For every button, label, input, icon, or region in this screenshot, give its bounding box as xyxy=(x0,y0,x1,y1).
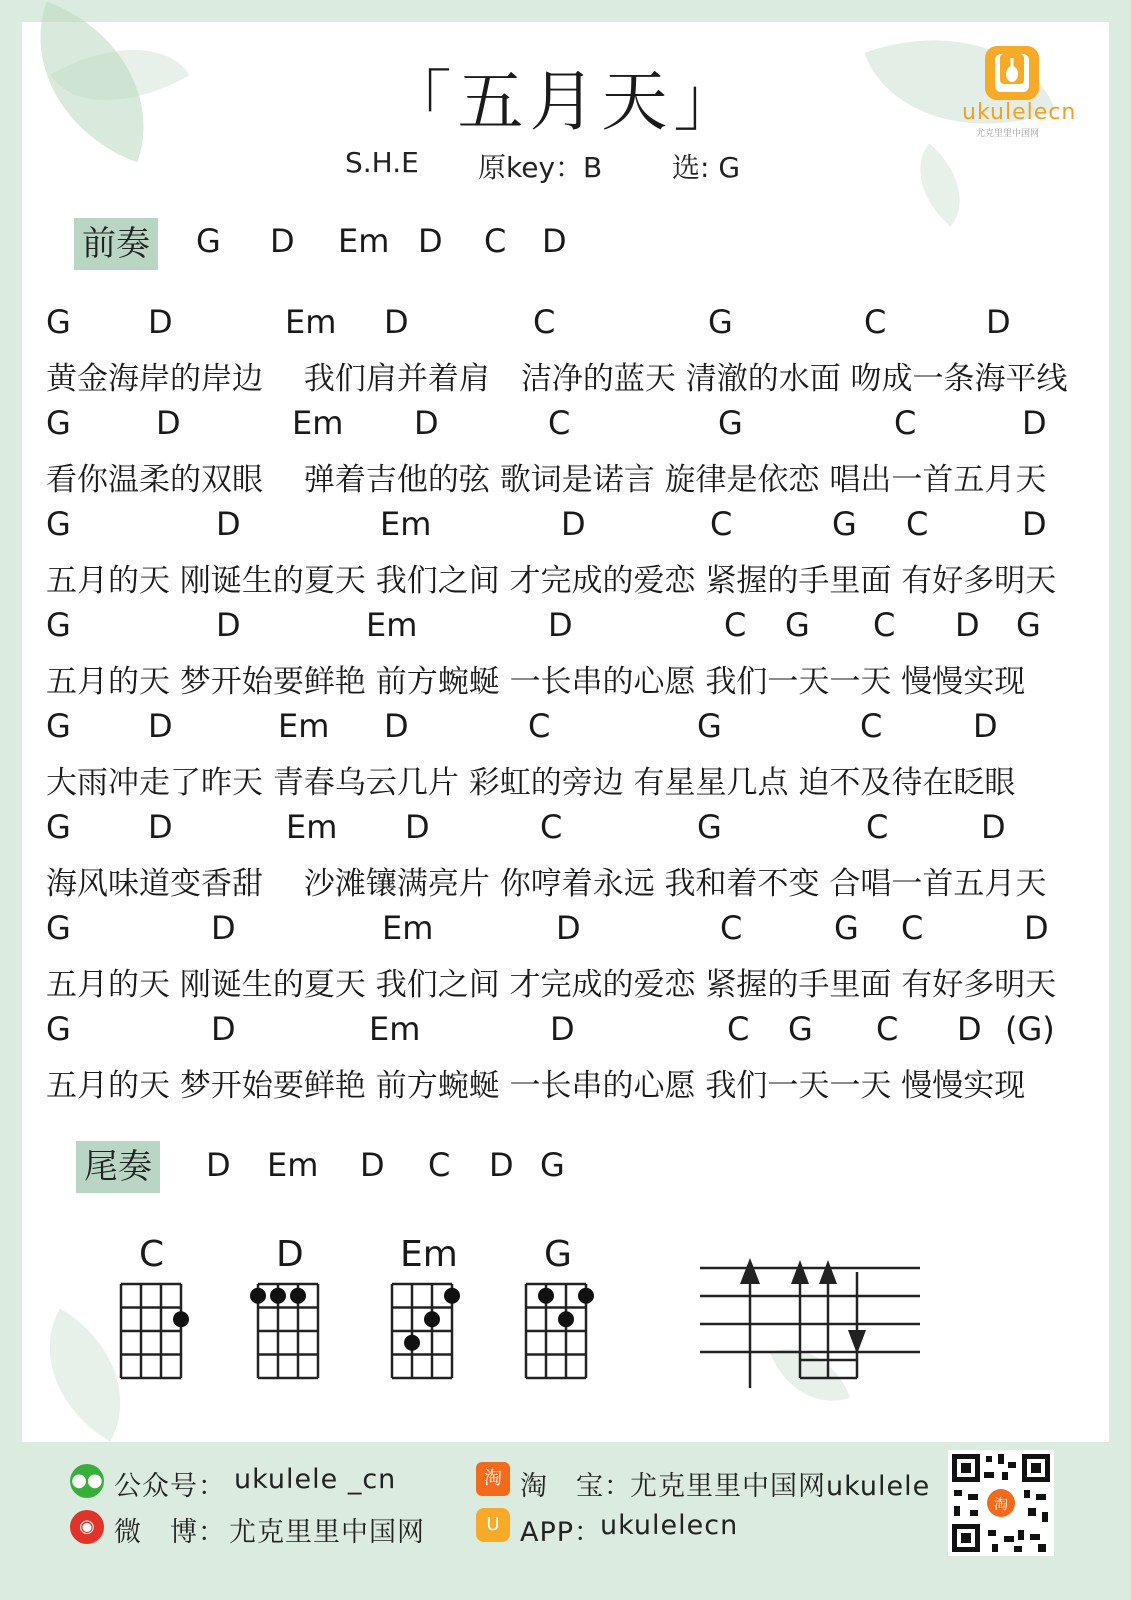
intro-label: 前奏 xyxy=(74,218,158,270)
intro-chord: C xyxy=(484,222,507,260)
chord: D xyxy=(1022,404,1047,442)
chord: C xyxy=(864,303,887,341)
finger-dot xyxy=(424,1311,440,1327)
svg-text:淘: 淘 xyxy=(994,1497,1008,1513)
chord-diagram-name: Em xyxy=(400,1234,458,1275)
lyric-line: 大雨冲走了昨天 青春乌云几片 彩虹的旁边 有星星几点 迫不及待在眨眼 xyxy=(46,765,1016,801)
chosen-key: 选: G xyxy=(672,151,741,184)
outro-chord: Em xyxy=(267,1146,319,1184)
finger-dot xyxy=(173,1311,189,1327)
finger-dot xyxy=(290,1288,306,1304)
chord: C xyxy=(876,1010,899,1048)
chord: D xyxy=(156,404,181,442)
lyric-line: 五月的天 梦开始要鲜艳 前方蜿蜒 一长串的心愿 我们一天一天 慢慢实现 xyxy=(46,664,1026,700)
intro-chords xyxy=(0,222,1131,266)
chord-row xyxy=(0,707,1131,747)
chord: D xyxy=(148,707,173,745)
chord-diagram xyxy=(518,1278,598,1383)
chord: Em xyxy=(366,606,418,644)
finger-dot xyxy=(250,1288,266,1304)
chord: G xyxy=(46,808,71,846)
chord: Em xyxy=(285,303,337,341)
lyric-line: 看你温柔的双眼 弹着吉他的弦 歌词是诺言 旋律是依恋 唱出一首五月天 xyxy=(46,462,1047,498)
chord-diagram-name: C xyxy=(139,1234,165,1275)
chord: G xyxy=(718,404,743,442)
chord: D xyxy=(561,505,586,543)
strumming-pattern xyxy=(695,1250,925,1395)
chord: D xyxy=(148,808,173,846)
chord: Em xyxy=(278,707,330,745)
chord-diagram-name: D xyxy=(276,1234,304,1275)
chord: G xyxy=(788,1010,813,1048)
chord-diagram xyxy=(113,1278,193,1383)
chord: G xyxy=(832,505,857,543)
artist: S.H.E xyxy=(345,146,419,179)
chord: G xyxy=(834,909,859,947)
logo-subtitle: 尤克里里中国网 xyxy=(976,129,1040,139)
chord: G xyxy=(46,606,71,644)
footer xyxy=(0,1442,1131,1600)
chord: G xyxy=(46,1010,71,1048)
app-icon: U xyxy=(476,1508,510,1542)
chord: C xyxy=(724,606,747,644)
chord: C xyxy=(540,808,563,846)
chord-row xyxy=(0,505,1131,545)
intro-chord: D xyxy=(542,222,567,260)
chord: C xyxy=(710,505,733,543)
intro-chord: Em xyxy=(338,222,390,260)
chord: D xyxy=(973,707,998,745)
chord: G xyxy=(1016,606,1041,644)
chord: C xyxy=(906,505,929,543)
chord: Em xyxy=(286,808,338,846)
finger-dot xyxy=(444,1288,460,1304)
lyric-line: 五月的天 梦开始要鲜艳 前方蜿蜒 一长串的心愿 我们一天一天 慢慢实现 xyxy=(46,1068,1026,1104)
lyric-line: 五月的天 刚诞生的夏天 我们之间 才完成的爱恋 紧握的手里面 有好多明天 xyxy=(46,563,1057,599)
song-title: 「五月天」 xyxy=(385,63,746,140)
finger-dot xyxy=(270,1288,286,1304)
chord: D xyxy=(148,303,173,341)
chord: G xyxy=(708,303,733,341)
chord: C xyxy=(901,909,924,947)
outro-chord: G xyxy=(540,1146,565,1184)
chord-row xyxy=(0,808,1131,848)
outro-chord: D xyxy=(206,1146,231,1184)
chord: Em xyxy=(382,909,434,947)
qr-code xyxy=(948,1450,1054,1556)
chord: D xyxy=(414,404,439,442)
chord: D xyxy=(981,808,1006,846)
chord: D xyxy=(548,606,573,644)
chord: C xyxy=(894,404,917,442)
intro-chord: D xyxy=(418,222,443,260)
weibo-icon: ◉ xyxy=(70,1510,104,1544)
original-key: 原key：B xyxy=(478,151,603,184)
chord: C xyxy=(727,1010,750,1048)
chord: C xyxy=(548,404,571,442)
wechat-icon: ●● xyxy=(70,1464,104,1498)
chord: G xyxy=(46,909,71,947)
intro-chord: G xyxy=(196,222,221,260)
outro-chord: D xyxy=(489,1146,514,1184)
app-value: ukulelecn xyxy=(600,1510,739,1541)
chord: D xyxy=(550,1010,575,1048)
outro-chord: C xyxy=(428,1146,451,1184)
chord: Em xyxy=(369,1010,421,1048)
chord: D xyxy=(986,303,1011,341)
chord: D xyxy=(955,606,980,644)
outro-chord: D xyxy=(360,1146,385,1184)
chord: C xyxy=(533,303,556,341)
chord: D xyxy=(1024,909,1049,947)
intro-chord: D xyxy=(270,222,295,260)
chord: Em xyxy=(292,404,344,442)
chord: D xyxy=(384,303,409,341)
chord: G xyxy=(46,707,71,745)
chord: D xyxy=(957,1010,982,1048)
chord: G xyxy=(46,404,71,442)
app-label: APP： xyxy=(520,1517,603,1548)
chord-row xyxy=(0,909,1131,949)
lyric-line: 海风味道变香甜 沙滩镶满亮片 你哼着永远 我和着不变 合唱一首五月天 xyxy=(46,866,1047,902)
lyric-line: 五月的天 刚诞生的夏天 我们之间 才完成的爱恋 紧握的手里面 有好多明天 xyxy=(46,967,1057,1003)
chord-row xyxy=(0,1010,1131,1050)
chord: C xyxy=(528,707,551,745)
taobao-label: 淘 宝： xyxy=(520,1471,632,1502)
chord: D xyxy=(216,505,241,543)
finger-dot xyxy=(578,1288,594,1304)
chord-diagram xyxy=(250,1278,330,1383)
finger-dot xyxy=(558,1311,574,1327)
chord: C xyxy=(720,909,743,947)
chord: G xyxy=(697,808,722,846)
chord-diagram xyxy=(384,1278,464,1383)
lyric-line: 黄金海岸的岸边 我们肩并着肩 洁净的蓝天 清澈的水面 吻成一条海平线 xyxy=(46,361,1068,397)
chord: G xyxy=(697,707,722,745)
chord: G xyxy=(785,606,810,644)
chord: (G) xyxy=(1005,1010,1055,1048)
chord: C xyxy=(873,606,896,644)
outro-label: 尾奏 xyxy=(76,1141,160,1193)
finger-dot xyxy=(404,1335,420,1351)
taobao-icon: 淘 xyxy=(476,1462,510,1496)
chord: Em xyxy=(380,505,432,543)
chord: D xyxy=(384,707,409,745)
chord: D xyxy=(211,1010,236,1048)
finger-dot xyxy=(538,1288,554,1304)
chord-row xyxy=(0,404,1131,444)
outro-chords xyxy=(0,1146,1131,1190)
chord-diagram-name: G xyxy=(544,1234,572,1275)
chord: D xyxy=(405,808,430,846)
chord-row xyxy=(0,606,1131,646)
weibo-value: 尤克里里中国网 xyxy=(229,1517,425,1548)
chord: D xyxy=(211,909,236,947)
chord: C xyxy=(866,808,889,846)
chord: C xyxy=(860,707,883,745)
weibo-label: 微 博： xyxy=(114,1517,226,1548)
chord: D xyxy=(556,909,581,947)
wechat-value: ukulele _cn xyxy=(234,1464,397,1495)
chord: G xyxy=(46,303,71,341)
chord: G xyxy=(46,505,71,543)
taobao-value: 尤克里里中国网ukulele xyxy=(630,1471,931,1502)
chord: D xyxy=(1022,505,1047,543)
wechat-label: 公众号： xyxy=(114,1471,226,1502)
chord: D xyxy=(216,606,241,644)
logo-name: ukulelecn xyxy=(962,100,1077,125)
chord-row xyxy=(0,303,1131,343)
